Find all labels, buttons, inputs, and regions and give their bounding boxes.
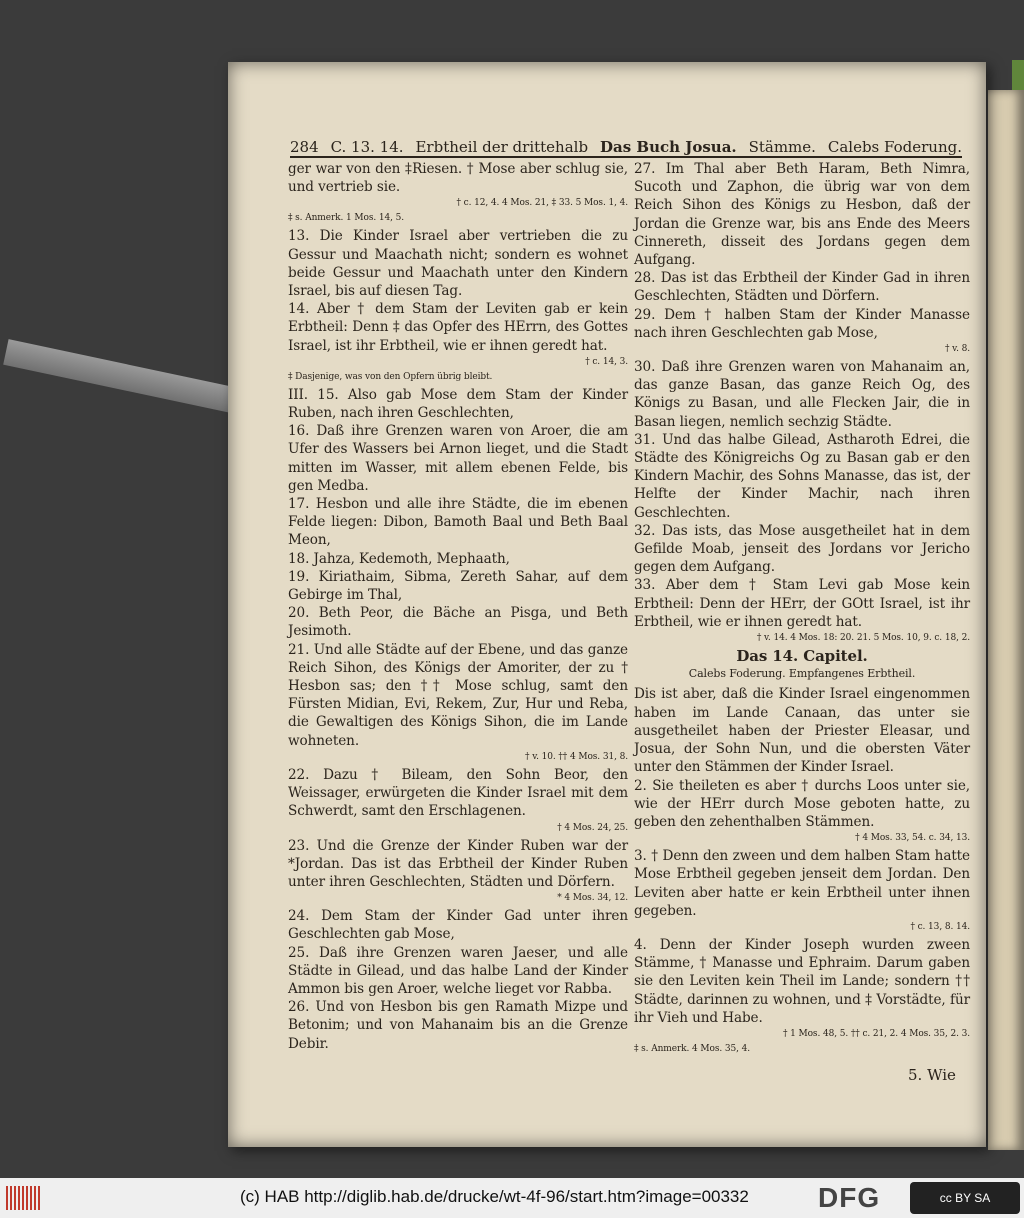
catchword: 5. Wie [908,1066,956,1084]
verse-paragraph: 3. † Denn den zween und dem halben Stam hatte Mose Erbtheil gegeben jenseit dem Jordan. Den Leviten aber hatte er kein Erbtheil unter ihnen gegeben. [634,848,970,919]
facing-page-edge [988,90,1024,1150]
credit-link[interactable]: (c) HAB http://diglib.hab.de/drucke/wt-4f-96/start.htm?image=00332 [240,1187,749,1206]
footnote: ‡ Dasjenige, was von den Opfern übrig bleibt. [288,371,493,382]
header-left-title: Erbtheil der drittehalb [415,138,589,156]
verse-paragraph: 26. Und von Hesbon bis gen Ramath Mizpe und Betonim; und von Mahanaim bis an die Grenze Debir. [288,999,628,1052]
footnote: † c. 12, 4. 4 Mos. 21, ‡ 33. 5 Mos. 1, 4. [456,198,628,209]
footnote: † 4 Mos. 33, 54. c. 34, 13. [855,833,970,844]
verse-paragraph: 21. Und alle Städte auf der Ebene, und das ganze Reich Sihon, des Königs der Amoriter, der zu † Hesbon sas; den †† Mose schlug, samt den Fürsten Midian, Evi, Rekem, Zur, Hur und Reba, die Gewaltigen des Königs Sihon, die im Lande wohneten. [288,641,628,749]
footnote: † c. 13, 8. 14. [910,921,970,932]
footnote: † 4 Mos. 24, 25. [557,822,628,833]
verse-paragraph: 32. Das ists, das Mose ausgetheilet hat in dem Gefilde Moab, jenseit des Jordans vor Jericho gegen dem Aufgang. [634,522,970,576]
verse-paragraph: ger war von den ‡Riesen. † Mose aber schlug sie, und vertrieb sie. [288,161,628,196]
verse-paragraph: 24. Dem Stam der Kinder Gad unter ihren Geschlechten gab Mose, [288,908,628,943]
verse-paragraph: 18. Jahza, Kedemoth, Mephaath, [288,550,510,567]
verse-paragraph: 22. Dazu † Bileam, den Sohn Beor, den Weissager, erwürgeten die Kinder Israel mit dem Schwerdt, samt den Erschlagenen. [288,766,628,820]
verse-paragraph: 31. Und das halbe Gilead, Astharoth Edrei, die Städte des Königreichs Og zu Basan gab er den Kindern Machir, des Sohns Manasse, das ist, der Helfte der Kinder Machir, nach ihren Geschlechten. [634,431,970,521]
verse-paragraph: 33. Aber dem † Stam Levi gab Mose kein Erbtheil: Denn der HErr, der GOtt Israel, ist ihr Erbtheil, wie er ihnen geredt hat. [634,577,970,630]
running-header [290,134,962,158]
header-right-title: Calebs Foderung. [827,138,962,156]
footnote: † v. 8. [945,344,970,355]
footnote: ‡ s. Anmerk. 4 Mos. 35, 4. [634,1043,751,1054]
dfg-logo: DFG [818,1182,881,1213]
viewer-footer [0,1178,1024,1218]
verse-paragraph: III. 15. Also gab Mose dem Stam der Kinder Ruben, nach ihren Geschlechten, [288,386,628,422]
license-badge[interactable]: cc BY SA [910,1182,1020,1214]
chapter-heading: Das 14. Capitel. [736,647,868,666]
verse-paragraph: Dis ist aber, daß die Kinder Israel eingenommen haben im Lande Canaan, das unter sie ausgetheilet haben der Priester Eleasar, und Josua, der Sohn Nun, und die obersten Väter unter den Stämmen der Kinder Israel. [634,686,970,776]
verse-paragraph: 19. Kiriathaim, Sibma, Zereth Sahar, auf dem Gebirge im Thal, [288,568,628,604]
footnote: † v. 10. †† 4 Mos. 31, 8. [525,751,628,762]
verse-paragraph: 17. Hesbon und alle ihre Städte, die im ebenen Felde liegen: Dibon, Bamoth Baal und Beth Baal Meon, [288,496,628,549]
verse-paragraph: 29. Dem † halben Stam der Kinder Manasse nach ihren Geschlechten gab Mose, [634,306,970,341]
verse-paragraph: 25. Daß ihre Grenzen waren Jaeser, und alle Städte in Gilead, und das halbe Land der Kinder Ammon bis gen Aroer, welche lieget vor Rabba. [288,944,628,997]
footnote: † v. 14. 4 Mos. 18: 20. 21. 5 Mos. 10, 9. c. 18, 2. [756,633,970,644]
header-middle: Stämme. [748,138,816,156]
left-text-column [288,160,628,1053]
book-title: Das Buch Josua. [600,138,737,156]
verse-paragraph: 13. Die Kinder Israel aber vertrieben die zu Gessur und Maachath nicht; sondern es wohnet beide Gessur und Maachath unter den Kindern Israel, bis auf diesen Tag. [288,228,628,300]
verse-paragraph: 27. Im Thal aber Beth Haram, Beth Nimra, Sucoth und Zaphon, die übrig war von dem Reich Sihon des Königs zu Hesbon, daß der Jordan die Grenze war, bis ans Ende des Meers Cinnereth, disseit des Jordans gegen dem Aufgang. [634,161,970,269]
verse-paragraph: 28. Das ist das Erbtheil der Kinder Gad in ihren Geschlechten, Städten und Dörfern. [634,270,970,305]
verse-paragraph: 16. Daß ihre Grenzen waren von Aroer, die am Ufer des Wassers bei Arnon lieget, und die Stadt mitten im Wasser, mit allem ebenen Felde, bis gen Medba. [288,423,628,494]
verse-paragraph: 2. Sie theileten es aber † durchs Loos unter sie, wie der HErr durch Mose geboten hatte, zu geben den zehenthalben Stämmen. [634,777,970,830]
chapter-summary: Calebs Foderung. Empfangenes Erbtheil. [688,667,916,681]
verse-paragraph: 23. Und die Grenze der Kinder Ruben war der *Jordan. Das ist das Erbtheil der Kinder Ruben unter ihren Geschlechten, Städten und Dörfern. [288,837,628,890]
footnote: * 4 Mos. 34, 12. [557,893,628,904]
library-logo-icon [6,1186,40,1210]
footnote: † 1 Mos. 48, 5. †† c. 21, 2. 4 Mos. 35, 2. 3. [782,1028,970,1039]
chapter-ref: C. 13. 14. [330,138,404,156]
footnote: ‡ s. Anmerk. 1 Mos. 14, 5. [288,213,405,224]
right-text-column [634,160,970,1058]
verse-paragraph: 20. Beth Peor, die Bäche an Pisga, und Beth Jesimoth. [288,605,628,640]
footnote: † c. 14, 3. [585,356,628,367]
verse-paragraph: 4. Denn der Kinder Joseph wurden zween Stämme, † Manasse und Ephraim. Darum gaben sie den Leviten kein Theil im Lande; sondern †† Städte, darinnen zu wohnen, und ‡ Vorstädte, für ihr Vieh und Habe. [634,936,970,1026]
verse-paragraph: 14. Aber † dem Stam der Leviten gab er kein Erbtheil: Denn ‡ das Opfer des HErrn, des Gottes Israel, ist ihr Erbtheil, wie er ihnen geredt hat. [288,301,628,354]
verse-paragraph: 30. Daß ihre Grenzen waren von Mahanaim an, das ganze Basan, das ganze Reich Og, des Königs zu Basan, und alle Flecken Jair, die in Basan liegen, nemlich sechzig Städte. [634,359,970,430]
page-number: 284 [290,138,319,156]
